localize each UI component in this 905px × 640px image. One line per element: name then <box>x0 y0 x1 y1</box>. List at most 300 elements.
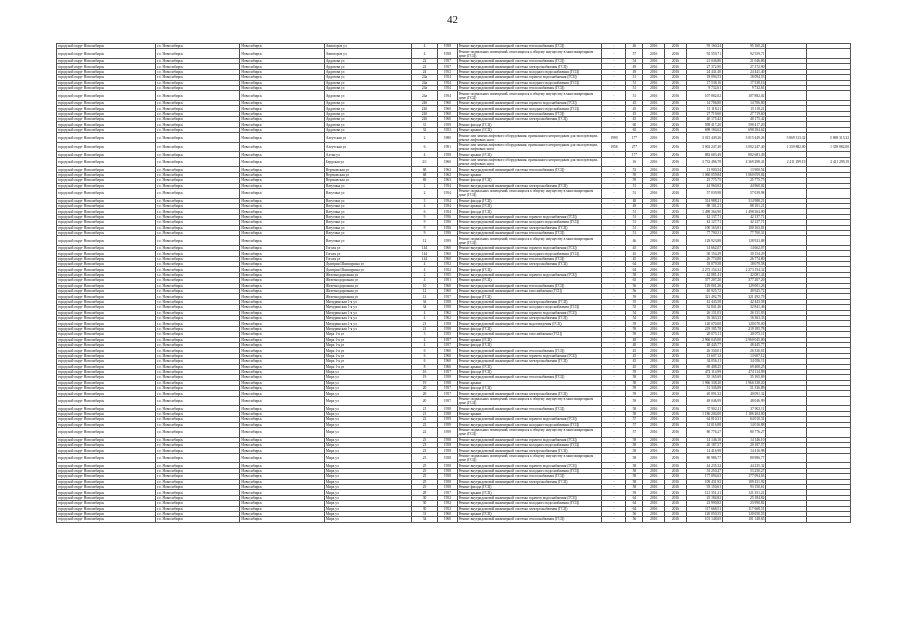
cell-street: Авиаторов ул <box>324 44 411 49</box>
cell-work-type: Ремонт внутридомовой инженерной системы холодного водоснабжения (ГСЦ) <box>457 468 602 473</box>
cell-wear: 58 <box>626 453 643 463</box>
cell-cost-total: 1 966 338,20 <box>723 380 766 385</box>
cell-city-district: г.о. Новосибирск <box>155 133 239 143</box>
cell-cost: 40 091,32 <box>686 391 722 396</box>
cell-work-type: Ремонт подвальных помещений, относящихся к общему имуществу в многоквартирном доме (ГСЦ) <box>457 428 602 438</box>
cell-locality: Новосибирск <box>240 198 324 203</box>
cell-district: городской округ Новосибирск <box>57 198 156 203</box>
cell-year-end: 2016 <box>665 375 687 380</box>
cell-street: Дмитрия Шамшурина ул <box>324 262 411 267</box>
cell-commissioning: - <box>602 337 626 342</box>
cell-cost: 53 250,27 <box>686 468 722 473</box>
cell-street: Мира ул <box>324 511 411 516</box>
cell-work-type: Ремонт крыши (ГСЦ) <box>457 490 602 495</box>
cell-year-end: 2016 <box>665 342 687 347</box>
cell-house-number: 32 <box>411 127 438 132</box>
cell-house-number: 4 <box>411 152 438 157</box>
cell-cost-extra: 2 411 299,19 <box>766 157 807 167</box>
cell-year-start: 2016 <box>643 337 665 342</box>
cell-cost: 30 154,29 <box>686 251 722 256</box>
cell-city-district: г.о. Новосибирск <box>155 501 239 506</box>
cell-year-start: 2016 <box>643 321 665 326</box>
cell-cost: 23 990,82 <box>686 501 722 506</box>
cell-house-number: 69 <box>411 178 438 183</box>
cell-house-number: 25 <box>411 474 438 479</box>
cell-city-district: г.о. Новосибирск <box>155 375 239 380</box>
cell-year-end: 2016 <box>665 262 687 267</box>
cell-year-built: 1952 <box>438 506 457 511</box>
cell-work-type: Ремонт крыши <box>457 380 602 385</box>
cell-year-built: 1963 <box>438 178 457 183</box>
cell-work-type: Ремонт внутридомовой инженерной системы теплоснабжения (ГСЦ) <box>457 474 602 479</box>
cell-year-built: 1958 <box>438 152 457 157</box>
cell-city-district: г.о. Новосибирск <box>155 58 239 63</box>
cell-city-district: г.о. Новосибирск <box>155 91 239 101</box>
cell-wear: 64 <box>626 495 643 500</box>
cell-street: Ватутина ул <box>324 183 411 188</box>
cell-city-district: г.о. Новосибирск <box>155 484 239 489</box>
cell-year-end: 2016 <box>665 321 687 326</box>
cell-house-number: 4 <box>411 262 438 267</box>
cell-cost-total: 80 776,27 <box>723 428 766 438</box>
cell-street: Ардатова ул <box>324 127 411 132</box>
cell-year-start: 2016 <box>643 214 665 219</box>
cell-house-number: 4 <box>411 342 438 347</box>
cell-year-start: 2016 <box>643 299 665 304</box>
cell-commissioning: - <box>602 348 626 353</box>
cell-year-start: 2016 <box>643 152 665 157</box>
cell-locality: Новосибирск <box>240 396 324 406</box>
cell-cost: 3 002 247,40 <box>686 142 722 152</box>
cell-street: Мира ул <box>324 501 411 506</box>
cell-house-number: 23 <box>411 448 438 453</box>
cell-city-district: г.о. Новосибирск <box>155 69 239 74</box>
cell-wear: 56 <box>626 511 643 516</box>
cell-cost-extra-total <box>807 453 851 463</box>
cell-year-built: 1952 <box>438 495 457 500</box>
cell-work-type: Ремонт внутридомовой инженерной системы теплоснабжения (ГСЦ) <box>457 111 602 116</box>
cell-work-type: Ремонт внутридомовой инженерной системы холодного водоснабжения (ГСЦ) <box>457 305 602 310</box>
cell-cost-total: 117 668,51 <box>723 506 766 511</box>
cell-street: Ардатова ул <box>324 117 411 122</box>
cell-street: Ватутина ул <box>324 189 411 199</box>
cell-year-built: 1954 <box>438 80 457 85</box>
cell-district: городской округ Новосибирск <box>57 225 156 230</box>
cell-district: городской округ Новосибирск <box>57 58 156 63</box>
cell-cost: 25 184,82 <box>686 495 722 500</box>
cell-house-number: 4 <box>411 316 438 321</box>
cell-house-number: 20 <box>411 396 438 406</box>
cell-house-number: 22 <box>411 428 438 438</box>
cell-city-district: г.о. Новосибирск <box>155 172 239 177</box>
cell-cost: 95 160,24 <box>686 44 722 49</box>
cell-district: городской округ Новосибирск <box>57 326 156 331</box>
cell-city-district: г.о. Новосибирск <box>155 294 239 299</box>
cell-street: Мира ул <box>324 411 411 416</box>
cell-work-type: Ремонт внутридомовой инженерной системы горячего водоснабжения (ГСЦ) <box>457 417 602 422</box>
cell-cost: 92 559,71 <box>686 49 722 59</box>
cell-district: городской округ Новосибирск <box>57 428 156 438</box>
cell-cost-total: 27 719,60 <box>723 111 766 116</box>
cell-cost-extra <box>766 189 807 199</box>
cell-city-district: г.о. Новосибирск <box>155 111 239 116</box>
cell-cost-total: 57 039,98 <box>723 189 766 199</box>
cell-street: Ватутина ул <box>324 198 411 203</box>
cell-district: городской округ Новосибирск <box>57 85 156 90</box>
cell-house-number: 30 <box>411 495 438 500</box>
cell-street: Железнодорожная ул <box>324 278 411 283</box>
cell-work-type: Ремонт внутридомовой инженерной системы электроснабжения (ГСЦ) <box>457 117 602 122</box>
cell-year-built: 1954 <box>438 85 457 90</box>
cell-house-number: 4 <box>411 267 438 272</box>
cell-cost-total: 14 662,07 <box>723 245 766 250</box>
cell-locality: Новосибирск <box>240 157 324 167</box>
cell-year-start: 2016 <box>643 364 665 369</box>
cell-work-type: Ремонт внутридомовой инженерной системы электроснабжения (ГСЦ) <box>457 262 602 267</box>
cell-locality: Новосибирск <box>240 506 324 511</box>
cell-house-number: 2/1 <box>411 157 438 167</box>
cell-year-start: 2016 <box>643 506 665 511</box>
cell-work-type: Ремонт внутридомовой инженерной системы теплоснабжения (ГСЦ) <box>457 44 602 49</box>
cell-wear: 53 <box>626 167 643 172</box>
cell-year-end: 2016 <box>665 106 687 111</box>
cell-commissioning: - <box>602 299 626 304</box>
cell-cost-total: 18 094,53 <box>723 75 766 80</box>
cell-work-type: Ремонт или замена лифтового оборудования, признанного непригодным для эксплуатации, ремонт лифтовых шахт <box>457 157 602 167</box>
cell-locality: Новосибирск <box>240 152 324 157</box>
cell-year-end: 2016 <box>665 111 687 116</box>
cell-commissioning: - <box>602 262 626 267</box>
cell-year-built: 1960 <box>438 517 457 522</box>
cell-wear: 27* <box>626 142 643 152</box>
cell-district: городской округ Новосибирск <box>57 380 156 385</box>
cell-locality: Новосибирск <box>240 501 324 506</box>
cell-street: Авиаторов ул <box>324 49 411 59</box>
cell-year-start: 2016 <box>643 453 665 463</box>
cell-city-district: г.о. Новосибирск <box>155 127 239 132</box>
cell-work-type: Ремонт внутридомовой инженерной системы горячего водоснабжения (ГСЦ) <box>457 272 602 277</box>
cell-year-start: 2016 <box>643 326 665 331</box>
cell-year-start: 2016 <box>643 386 665 391</box>
cell-district: городской округ Новосибирск <box>57 80 156 85</box>
cell-wear: 49 <box>626 69 643 74</box>
cell-locality: Новосибирск <box>240 463 324 468</box>
cell-year-end: 2016 <box>665 198 687 203</box>
cell-year-start: 2016 <box>643 316 665 321</box>
cell-street: Мичуринская 1-я ул <box>324 326 411 331</box>
cell-commissioning: - <box>602 122 626 127</box>
cell-commissioning: - <box>602 369 626 374</box>
cell-wear: 57 <box>626 49 643 59</box>
cell-cost: 128 923,88 <box>686 236 722 246</box>
cell-house-number: 24а <box>411 85 438 90</box>
cell-cost-total: 1 498 364,90 <box>723 209 766 214</box>
cell-street: Ардатова ул <box>324 91 411 101</box>
cell-cost: 14 146,10 <box>686 437 722 442</box>
cell-locality: Новосибирск <box>240 122 324 127</box>
cell-work-type: Ремонт крыши (ГСЦ) <box>457 152 602 157</box>
cell-wear: 56 <box>626 283 643 288</box>
cell-year-end: 2016 <box>665 501 687 506</box>
cell-district: городской округ Новосибирск <box>57 316 156 321</box>
cell-cost-total: 109 431,92 <box>723 479 766 484</box>
cell-cost-total: 37 902,11 <box>723 406 766 411</box>
cell-district: городской округ Новосибирск <box>57 262 156 267</box>
cell-cost: 9 732,61 <box>686 85 722 90</box>
cell-district: городской округ Новосибирск <box>57 267 156 272</box>
cell-cost: 474 114,99 <box>686 369 722 374</box>
cell-year-start: 2016 <box>643 230 665 235</box>
cell-house-number: 25 <box>411 463 438 468</box>
cell-year-start: 2016 <box>643 49 665 59</box>
cell-year-start: 2016 <box>643 209 665 214</box>
cell-wear: 56 <box>626 517 643 522</box>
cell-cost-total: 321 492,79 <box>723 294 766 299</box>
cell-city-district: г.о. Новосибирск <box>155 198 239 203</box>
cell-cost: 26 330,01 <box>686 348 722 353</box>
cell-commissioning: - <box>602 316 626 321</box>
cell-cost-total: 121 351,21 <box>723 490 766 495</box>
cell-locality: Новосибирск <box>240 422 324 427</box>
cell-house-number: 24б <box>411 117 438 122</box>
cell-district: городской округ Новосибирск <box>57 294 156 299</box>
cell-commissioning: - <box>602 479 626 484</box>
cell-cost-total: 219 185,78 <box>723 326 766 331</box>
cell-commissioning: - <box>602 310 626 315</box>
cell-work-type: Ремонт фасада (ГСЦ) <box>457 267 602 272</box>
cell-street: Гоголя ул <box>324 245 411 250</box>
cell-locality: Новосибирск <box>240 437 324 442</box>
cell-locality: Новосибирск <box>240 316 324 321</box>
cell-street: Ардатова ул <box>324 85 411 90</box>
cell-year-end: 2016 <box>665 245 687 250</box>
cell-wear: 45 <box>626 359 643 364</box>
cell-commissioning: - <box>602 364 626 369</box>
cell-house-number: 4 <box>411 44 438 49</box>
cell-year-built: 1959 <box>438 417 457 422</box>
cell-cost-total: 13 607,12 <box>723 353 766 358</box>
cell-year-built: 1957 <box>438 64 457 69</box>
cell-cost: 40 925,72 <box>686 289 722 294</box>
cell-year-start: 2016 <box>643 332 665 337</box>
cell-cost: 69 408,25 <box>686 364 722 369</box>
cell-commissioning: - <box>602 85 626 90</box>
cell-wear: 57 <box>626 428 643 438</box>
cell-year-built: 1958 <box>438 375 457 380</box>
cell-year-end: 2016 <box>665 396 687 406</box>
cell-city-district: г.о. Новосибирск <box>155 278 239 283</box>
cell-locality: Новосибирск <box>240 468 324 473</box>
cell-year-built: 1962 <box>438 310 457 315</box>
cell-commissioning: - <box>602 198 626 203</box>
cell-street: Мира ул <box>324 468 411 473</box>
cell-street: Мира ул <box>324 495 411 500</box>
cell-year-built: 1957 <box>438 391 457 396</box>
cell-commissioning: - <box>602 230 626 235</box>
cell-commissioning: - <box>602 106 626 111</box>
cell-house-number: 144 <box>411 251 438 256</box>
cell-district: городской округ Новосибирск <box>57 448 156 453</box>
cell-year-built: 1958 <box>438 380 457 385</box>
cell-year-end: 2016 <box>665 517 687 522</box>
cell-year-start: 2016 <box>643 236 665 246</box>
cell-city-district: г.о. Новосибирск <box>155 428 239 438</box>
cell-house-number: 22 <box>411 417 438 422</box>
cell-year-built: 1957 <box>438 369 457 374</box>
cell-city-district: г.о. Новосибирск <box>155 316 239 321</box>
cell-city-district: г.о. Новосибирск <box>155 85 239 90</box>
cell-cost-total: 13 900,54 <box>723 167 766 172</box>
cell-year-start: 2016 <box>643 198 665 203</box>
cell-district: городской округ Новосибирск <box>57 278 156 283</box>
cell-year-end: 2016 <box>665 272 687 277</box>
table-row <box>57 49 851 59</box>
cell-commissioning: - <box>602 251 626 256</box>
cell-year-built: 1958 <box>438 453 457 463</box>
cell-district: городской округ Новосибирск <box>57 178 156 183</box>
cell-work-type: Ремонт внутридомовой инженерной системы водоотведения (ГСЦ) <box>457 321 602 326</box>
cell-commissioning: - <box>602 453 626 463</box>
cell-street: Мичуринская 1-я ул <box>324 305 411 310</box>
cell-district: городской округ Новосибирск <box>57 375 156 380</box>
cell-year-built: 1958 <box>438 299 457 304</box>
cell-work-type: Ремонт внутридомовой инженерной системы электроснабжения (ГСЦ) <box>457 225 602 230</box>
cell-cost-total: 53 250,27 <box>723 468 766 473</box>
cell-commissioning: 1990 <box>602 133 626 143</box>
cell-cost: 35 165,69 <box>686 375 722 380</box>
cell-house-number: 19 <box>411 375 438 380</box>
cell-locality: Новосибирск <box>240 490 324 495</box>
cell-work-type: Ремонт подвальных помещений, относящихся к общему имуществу в многоквартирном доме (ГСЦ) <box>457 453 602 463</box>
cell-city-district: г.о. Новосибирск <box>155 348 239 353</box>
cell-cost: 314 988,21 <box>686 198 722 203</box>
cell-commissioning: - <box>602 111 626 116</box>
cell-year-end: 2016 <box>665 417 687 422</box>
cell-district: городской округ Новосибирск <box>57 236 156 246</box>
cell-year-end: 2016 <box>665 348 687 353</box>
cell-work-type: Ремонт внутридомовой инженерной системы горячего водоснабжения (ГСЦ) <box>457 463 602 468</box>
cell-locality: Новосибирск <box>240 364 324 369</box>
cell-year-end: 2016 <box>665 49 687 59</box>
cell-work-type: Ремонт внутридомовой инженерной системы теплоснабжения (ГСЦ) <box>457 85 602 90</box>
cell-cost-total: 92 559,71 <box>723 49 766 59</box>
cell-cost-extra-total <box>807 428 851 438</box>
cell-city-district: г.о. Новосибирск <box>155 359 239 364</box>
cell-cost-total: 9 732,61 <box>723 85 766 90</box>
cell-wear: 17* <box>626 133 643 143</box>
cell-street: Мира 1-я ул <box>324 332 411 337</box>
cell-cost: 14 016,88 <box>686 422 722 427</box>
cell-street: Ватутина ул <box>324 225 411 230</box>
cell-street: Мира ул <box>324 484 411 489</box>
cell-street: Мичуринская 1-я ул <box>324 316 411 321</box>
cell-cost: 57 039,98 <box>686 189 722 199</box>
cell-city-district: г.о. Новосибирск <box>155 342 239 347</box>
cell-cost: 44 235,32 <box>686 463 722 468</box>
cell-house-number: 144 <box>411 256 438 261</box>
cell-cost-total: 25 775,75 <box>723 178 766 183</box>
cell-work-type: Ремонт фасада (ГСЦ) <box>457 326 602 331</box>
cell-commissioning: - <box>602 49 626 59</box>
cell-year-start: 2016 <box>643 85 665 90</box>
cell-street: Алеутская ул <box>324 133 411 143</box>
cell-year-end: 2016 <box>665 283 687 288</box>
cell-district: городской округ Новосибирск <box>57 484 156 489</box>
cell-cost-total: 26 774,80 <box>723 256 766 261</box>
cell-work-type: Ремонт внутридомовой инженерной системы горячего водоснабжения (ГСЦ) <box>457 437 602 442</box>
cell-year-built: 1957 <box>438 396 457 406</box>
cell-house-number: 24а <box>411 91 438 101</box>
cell-house-number: 12 <box>411 289 438 294</box>
cell-wear: 48 <box>626 337 643 342</box>
table-row <box>57 517 851 522</box>
cell-street: Ардатова ул <box>324 64 411 69</box>
cell-city-district: г.о. Новосибирск <box>155 506 239 511</box>
cell-locality: Новосибирск <box>240 517 324 522</box>
cell-year-start: 2016 <box>643 369 665 374</box>
cell-cost-total: 44 960,02 <box>723 183 766 188</box>
cell-house-number: 25 <box>411 484 438 489</box>
cell-work-type: Ремонт или замена лифтового оборудования, признанного непригодным для эксплуатации, ремонт лифтовых шахт <box>457 133 602 143</box>
cell-cost: 20 075,11 <box>686 332 722 337</box>
cell-wear: 59 <box>626 321 643 326</box>
cell-city-district: г.о. Новосибирск <box>155 203 239 208</box>
cell-year-start: 2016 <box>643 501 665 506</box>
cell-cost: 321 492,79 <box>686 294 722 299</box>
cell-commissioning: - <box>602 332 626 337</box>
cell-city-district: г.о. Новосибирск <box>155 299 239 304</box>
cell-locality: Новосибирск <box>240 359 324 364</box>
cell-district: городской округ Новосибирск <box>57 299 156 304</box>
cell-district: городской округ Новосибирск <box>57 289 156 294</box>
cell-district: городской округ Новосибирск <box>57 406 156 411</box>
cell-year-built: 1957 <box>438 58 457 63</box>
cell-city-district: г.о. Новосибирск <box>155 272 239 277</box>
cell-work-type: Ремонт внутридомовой инженерной системы холодного водоснабжения (ГСЦ) <box>457 251 602 256</box>
cell-year-built: 1957 <box>438 337 457 342</box>
cell-year-built: 1958 <box>438 326 457 331</box>
cell-year-end: 2016 <box>665 64 687 69</box>
cell-locality: Новосибирск <box>240 321 324 326</box>
cell-cost-total: 95 160,24 <box>723 44 766 49</box>
cell-cost-total: 64 010,31 <box>723 417 766 422</box>
cell-year-built: 1958 <box>438 406 457 411</box>
cell-year-built: 1958 <box>438 44 457 49</box>
cell-year-end: 2016 <box>665 406 687 411</box>
cell-year-built: 1958 <box>438 305 457 310</box>
cell-wear: 64 <box>626 262 643 267</box>
cell-work-type: Ремонт внутридомовой инженерной системы электроснабжения (ГСЦ) <box>457 448 602 453</box>
cell-year-built: 1960 <box>438 256 457 261</box>
cell-city-district: г.о. Новосибирск <box>155 44 239 49</box>
cell-year-start: 2016 <box>643 80 665 85</box>
cell-wear: 51 <box>626 75 643 80</box>
cell-district: городской округ Новосибирск <box>57 209 156 214</box>
cell-year-start: 2016 <box>643 484 665 489</box>
cell-locality: Новосибирск <box>240 448 324 453</box>
cell-house-number: 2 <box>411 272 438 277</box>
cell-district: городской округ Новосибирск <box>57 49 156 59</box>
cell-district: городской округ Новосибирск <box>57 463 156 468</box>
cell-cost-total: 24 441,40 <box>723 69 766 74</box>
cell-locality: Новосибирск <box>240 245 324 250</box>
cell-year-end: 2016 <box>665 332 687 337</box>
cell-commissioning: - <box>602 75 626 80</box>
cell-house-number: 31 <box>411 511 438 516</box>
cell-work-type: Ремонт внутридомовой инженерной системы холодного водоснабжения (ГСЦ) <box>457 443 602 448</box>
cell-work-type: Ремонт внутридомовой инженерной системы холодного водоснабжения (ГСЦ) <box>457 220 602 225</box>
cell-year-start: 2016 <box>643 511 665 516</box>
